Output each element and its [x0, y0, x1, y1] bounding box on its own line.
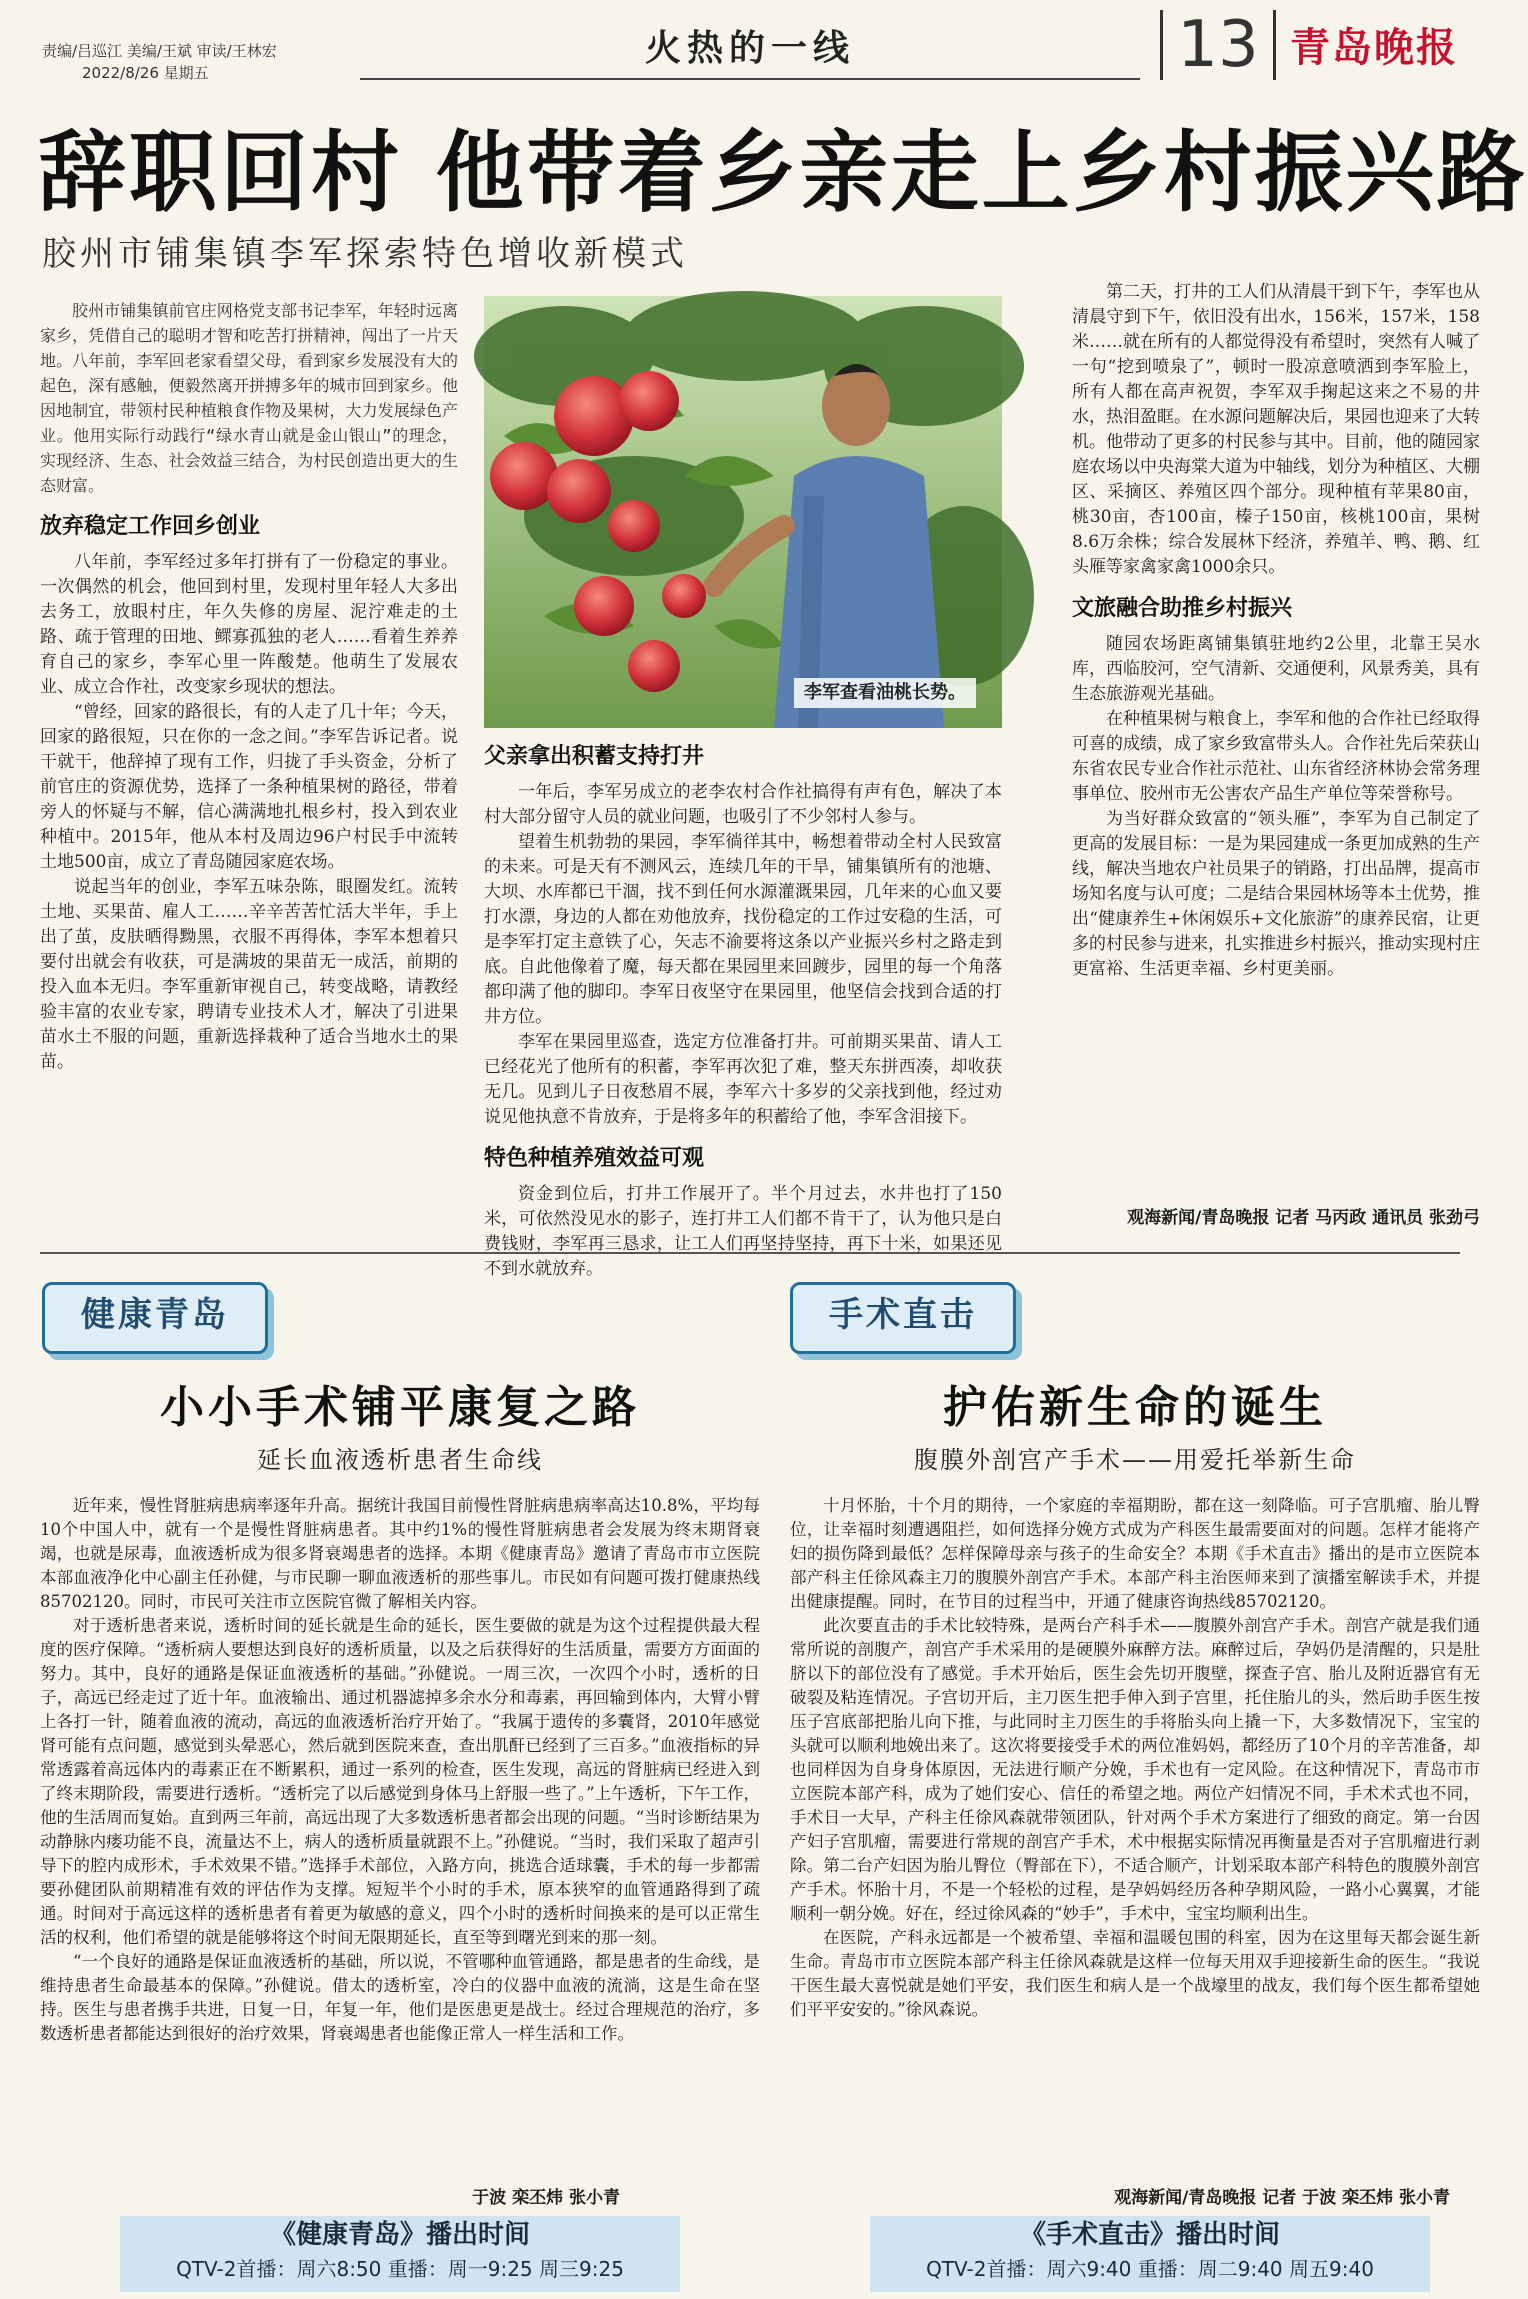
paragraph: “一个良好的通路是保证血液透析的基础，所以说，不管哪种血管通路，都是患者的生命线，是维持患者生命最基本的保障。”孙健说。借太的透析室，冷白的仪器中血液的流淌，这是生命在坚持。医生与患者携手共进，日复一日，年复一年，他们是医患更是战士。经过合理规范的治疗，多数透析患者都能达到很好的治疗效果，肾衰竭患者也能像正常人一样生活和工作。 [40, 1952, 760, 2043]
peach-orchard-image [484, 296, 1002, 728]
surgery-article-title: 护佑新生命的诞生 [943, 1382, 1327, 1433]
main-headline: 辞职回村 他带着乡亲走上乡村振兴路 [38, 121, 1528, 224]
editor-credits [42, 40, 277, 84]
paragraph: 望着生机勃勃的果园，李军徜徉其中，畅想着带动全村人民致富的未来。可是天有不测风云，连续几年的干旱，铺集镇所有的池塘、大坝、水库都已干涸，找不到任何水源灌溉果园，几年来的心血又要打水漂，身边的人都在劝他放弃，找份稳定的工作过安稳的生活，可是李军打定主意铁了心，矢志不渝要将这条以产业振兴乡村之路走到底。自此他像着了魔，每天都在果园里来回踱步，园里的每一个角落都印满了他的脚印。李军日夜坚守在果园里，他坚信会找到合适的打井方位。 [484, 832, 1002, 1027]
surgery-broadcast-time: QTV-2首播：周六9:40 重播：周二9:40 周五9:40 [926, 2257, 1374, 2281]
main-byline: 观海新闻/青岛晚报 记者 马丙政 通讯员 张劲弓 [1127, 1208, 1480, 1228]
paragraph: 一年后，李军另成立的老李农村合作社搞得有声有色，解决了本村大部分留守人员的就业问题，也吸引了不少邻村人参与。 [484, 782, 1002, 827]
health-byline: 于波 栾丕炜 张小青 [472, 2188, 620, 2208]
health-article-body [40, 1494, 760, 2186]
section-title: 火热的一线 [360, 20, 1140, 80]
paragraph: 八年前，李军经过多年打拼有了一份稳定的事业。一次偶然的机会，他回到村里，发现村里年轻人大多出去务工，放眼村庄，年久失修的房屋、泥泞难走的土路、疏于管理的田地、鳏寡孤独的老人……看着生养养育自己的家乡，李军心里一阵酸楚。他萌生了发展农业、成立合作社，改变家乡现状的想法。 [40, 552, 458, 697]
surgery-byline: 观海新闻/青岛晚报 记者 于波 栾丕炜 张小青 [1114, 2188, 1450, 2208]
paragraph: 此次要直击的手术比较特殊，是两台产科手术——腹膜外剖宫产手术。剖宫产就是我们通常所说的剖腹产，剖宫产手术采用的是硬膜外麻醉方法。麻醉过后，孕妈仍是清醒的，只是肚脐以下的部位没有了感觉。手术开始后，医生会先切开腹壁，探查子宫、胎儿及附近器官有无破裂及粘连情况。子宫切开后，主刀医生把手伸入到子宫里，托住胎儿的头，然后助手医生按压子宫底部把胎儿向下推，与此同时主刀医生的手将胎头向上撬一下，大多数情况下，宝宝的头就可以顺利地娩出来了。这次将要接受手术的两位准妈妈，都经历了10个月的辛苦准备，却也同样因为自身身体原因，无法进行顺产分娩，手术也有一定风险。在这种情况下，青岛市市立医院本部产科，成为了她们安心、信任的希望之地。两位产妇情况不同，手术术式也不同，手术日一大早，产科主任徐风森就带领团队，针对两个手术方案进行了细致的商定。第一台因产妇子宫肌瘤，需要进行常规的剖宫产手术，术中根据实际情况再衡量是否对子宫肌瘤进行剥除。第二台产妇因为胎儿臀位（臀部在下），不适合顺产，计划采取本部产科特色的腹膜外剖宫产手术。怀胎十月，不是一个轻松的过程，是孕妈妈经历各种孕期风险，一路小心翼翼，才能顺利一朝分娩。好在，经过徐风森的“妙手”，手术中，宝宝均顺利出生。 [790, 1616, 1480, 1923]
paragraph: 随园农场距离铺集镇驻地约2公里，北靠王吴水库，西临胶河，空气清新、交通便利，风景秀美，具有生态旅游观光基础。 [1072, 634, 1480, 704]
newspaper-logo: 青岛晚报 [1290, 24, 1458, 71]
lead-paragraph: 胶州市铺集镇前官庄网格党支部书记李军，年轻时远离家乡，凭借自己的聪明才智和吃苦打拼精神，闯出了一片天地。八年前，李军回老家看望父母，看到家乡发展没有大的起色，深有感触，便毅然离开拼搏多年的城市回到家乡。他因地制宜，带领村民种植粮食作物及果树，大力发展绿色产业。他用实际行动践行“绿水青山就是金山银山”的理念，实现经济、生态、社会效益三结合，为村民创造出更大的生态财富。 [40, 301, 458, 495]
surgery-broadcast-box [870, 2216, 1430, 2292]
main-column-3 [1072, 280, 1480, 1210]
surgery-column-badge: 手术直击 [790, 1282, 1016, 1354]
health-article-subtitle: 延长血液透析患者生命线 [257, 1446, 543, 1474]
photo-caption: 李军查看油桃长势。 [794, 678, 976, 708]
health-broadcast-title: 《健康青岛》播出时间 [269, 2220, 530, 2250]
paragraph: 李军在果园里巡查，选定方位准备打井。可前期买果苗、请人工已经花光了他所有的积蓄，李军再次犯了难，整天东拼西凑，却收获无几。见到儿子日夜愁眉不展，李军六十多岁的父亲找到他，经过劝说见他执意不肯放弃，于是将多年的积蓄给了他，李军含泪接下。 [484, 1032, 1002, 1127]
main-column-2 [484, 742, 1002, 1279]
editors-line: 责编/吕巡江 美编/王斌 审读/王林宏 [42, 42, 277, 60]
section1-heading: 放弃稳定工作回乡创业 [40, 514, 261, 539]
health-column-badge: 健康青岛 [42, 1282, 268, 1354]
paragraph: “曾经，回家的路很长，有的人走了几十年；今天，回家的路很短，只在你的一念之间。”李军告诉记者。说干就干，他辞掉了现有工作，归拢了手头资金，分析了前官庄的资源优势，选择了一条种植果树的路径，带着旁人的怀疑与不解，信心满满地扎根乡村，投入到农业种植中。2015年，他从本村及周边96户村民手中流转土地500亩，成立了青岛随园家庭农场。 [40, 702, 458, 872]
paragraph: 在种植果树与粮食上，李军和他的合作社已经取得可喜的成绩，成了家乡致富带头人。合作社先后荣获山东省农民专业合作社示范社、山东省经济林协会常务理事单位、胶州市无公害农产品生产单位等荣誉称号。 [1072, 709, 1480, 804]
paragraph: 对于透析患者来说，透析时间的延长就是生命的延长，医生要做的就是为这个过程提供最大程度的医疗保障。“透析病人要想达到良好的透析质量，以及之后获得好的生活质量，需要方方面面的努力。其中，良好的通路是保证血液透析的基础。”孙健说。一周三次，一次四个小时，透析的日子，高远已经走过了近十年。血液输出、通过机器滤掉多余水分和毒素，再回输到体内，大臂小臂上各打一针，随着血液的流动，高远的血液透析治疗开始了。“我属于遗传的多囊肾，2010年感觉肾可能有点问题，感觉到头晕恶心，然后就到医院来查，查出肌酐已经到了三百多。”血液指标的异常透露着高远体内的毒素正在不断累积，通过一系列的检查，医生发现，高远的肾脏病已经进入到了终末期阶段，需要进行透析。“透析完了以后感觉到身体马上舒服一些了。”上午透析，下午工作，他的生活周而复始。直到两三年前，高远出现了大多数透析患者都会出现的问题。“当时诊断结果为动静脉内瘘功能不良，流量达不上，病人的透析质量就跟不上。”孙健说。“当时，我们采取了超声引导下的腔内成形术，手术效果不错。”选择手术部位，入路方向，挑选合适球囊，手术的每一步都需要孙健团队前期精准有效的评估作为支撑。短短半个小时的手术，原本狭窄的血管通路得到了疏通。时间对于高远这样的透析患者有着更为敏感的意义，四个小时的透析时间换来的是可以正常生活的权利，他们希望的就是能够将这个时间无限期延长，直至等到曙光到来的那一刻。 [40, 1616, 760, 1947]
paragraph: 第二天，打井的工人们从清晨干到下午，李军也从清晨守到下午，依旧没有出水，156米，157米，158米……就在所有的人都觉得没有希望时，突然有人喊了一句“挖到喷泉了”，顿时一股凉意喷洒到李军脸上，所有人都在高声祝贺，李军双手掬起这来之不易的井水，热泪盈眶。在水源问题解决后，果园也迎来了大转机。他带动了更多的村民参与其中。目前，他的随园家庭农场以中央海棠大道为中轴线，划分为种植区、大棚区、采摘区、养殖区四个部分。现种植有苹果80亩，桃30亩，杏100亩，榛子150亩，核桃100亩，果树8.6万余株；综合发展林下经济，养殖羊、鸭、鹅、红头雁等家禽家禽1000余只。 [1072, 282, 1480, 577]
main-subhead: 胶州市铺集镇李军探索特色增收新模式 [42, 234, 688, 274]
surgery-article-subtitle: 腹膜外剖宫产手术——用爱托举新生命 [914, 1446, 1356, 1474]
section-divider [40, 1252, 1460, 1254]
paragraph: 说起当年的创业，李军五味杂陈，眼圈发红。流转土地、买果苗、雇人工……辛辛苦苦忙活大半年，手上出了茧，皮肤晒得黝黑，衣服不再得体，李军本想着只要付出就会有收获，可是满坡的果苗无一成活，前期的投入血本无归。李军重新审视自己，转变战略，请教经验丰富的农业专家，聘请专业技术人才，解决了引进果苗水土不服的问题，重新选择栽种了适合当地水土的果苗。 [40, 877, 458, 1072]
story-photo [484, 296, 1002, 728]
paragraph: 近年来，慢性肾脏病患病率逐年升高。据统计我国目前慢性肾脏病患病率高达10.8%，平均每10个中国人中，就有一个是慢性肾脏病患者。其中约1%的慢性肾脏病患者会发展为终末期肾衰竭，也就是尿毒，血液透析成为很多肾衰竭患者的选择。本期《健康青岛》邀请了青岛市市立医院本部血液净化中心副主任孙健，与市民聊一聊血液透析的那些事儿。市民如有问题可拨打健康热线85702120。同时，市民可关注市立医院官微了解相关内容。 [40, 1496, 760, 1611]
paragraph: 十月怀胎，十个月的期待，一个家庭的幸福期盼，都在这一刻降临。可子宫肌瘤、胎儿臀位，让幸福时刻遭遇阻拦，如何选择分娩方式成为产科医生最需要面对的问题。怎样才能将产妇的损伤降到最低？怎样保障母亲与孩子的生命安全？本期《手术直击》播出的是市立医院本部产科主任徐风森主刀的腹膜外剖宫产手术。本部产科主治医师来到了演播室解读手术，并提出健康提醒。同时，在节目的过程当中，开通了健康咨询热线85702120。 [790, 1496, 1480, 1611]
section4-heading: 文旅融合助推乡村振兴 [1072, 596, 1293, 621]
health-article-title: 小小手术铺平康复之路 [160, 1382, 640, 1433]
section2-heading: 父亲拿出积蓄支持打井 [484, 744, 705, 769]
paragraph: 在医院，产科永远都是一个被希望、幸福和温暖包围的科室，因为在这里每天都会诞生新生命。青岛市市立医院本部产科主任徐风森就是这样一位每天用双手迎接新生命的医生。“我说干医生最大喜悦就是她们平安，我们医生和病人是一个战壕里的战友，我们每个医生都希望她们平平安安的。”徐风森说。 [790, 1928, 1480, 2019]
surgery-broadcast-title: 《手术直击》播出时间 [1019, 2220, 1280, 2250]
paragraph: 为当好群众致富的“领头雁”，李军为自己制定了更高的发展目标：一是为果园建成一条更加成熟的生产线，解决当地农户社员果子的销路，打出品牌，提高市场知名度与认可度；二是结合果园林场等本土优势，推出“健康养生+休闲娱乐+文化旅游”的康养民宿，让更多的村民参与进来，扎实推进乡村振兴，推动实现村庄更富裕、生活更幸福、乡村更美丽。 [1072, 809, 1480, 979]
issue-date: 2022/8/26 星期五 [82, 64, 209, 82]
surgery-article-body [790, 1494, 1480, 2186]
paragraph: 资金到位后，打井工作展开了。半个月过去，水井也打了150米，可依然没见水的影子，连打井工人们都不肯干了，认为他只是白费钱财，李军再三恳求，让工人们再坚持坚持，再下十米，如果还见不到水就放弃。 [484, 1184, 1002, 1279]
page-number: 13 [1160, 10, 1276, 80]
health-broadcast-time: QTV-2首播：周六8:50 重播：周一9:25 周三9:25 [176, 2257, 624, 2281]
health-broadcast-box [120, 2216, 680, 2292]
main-column-1 [40, 298, 458, 1240]
section3-heading: 特色种植养殖效益可观 [484, 1146, 705, 1171]
